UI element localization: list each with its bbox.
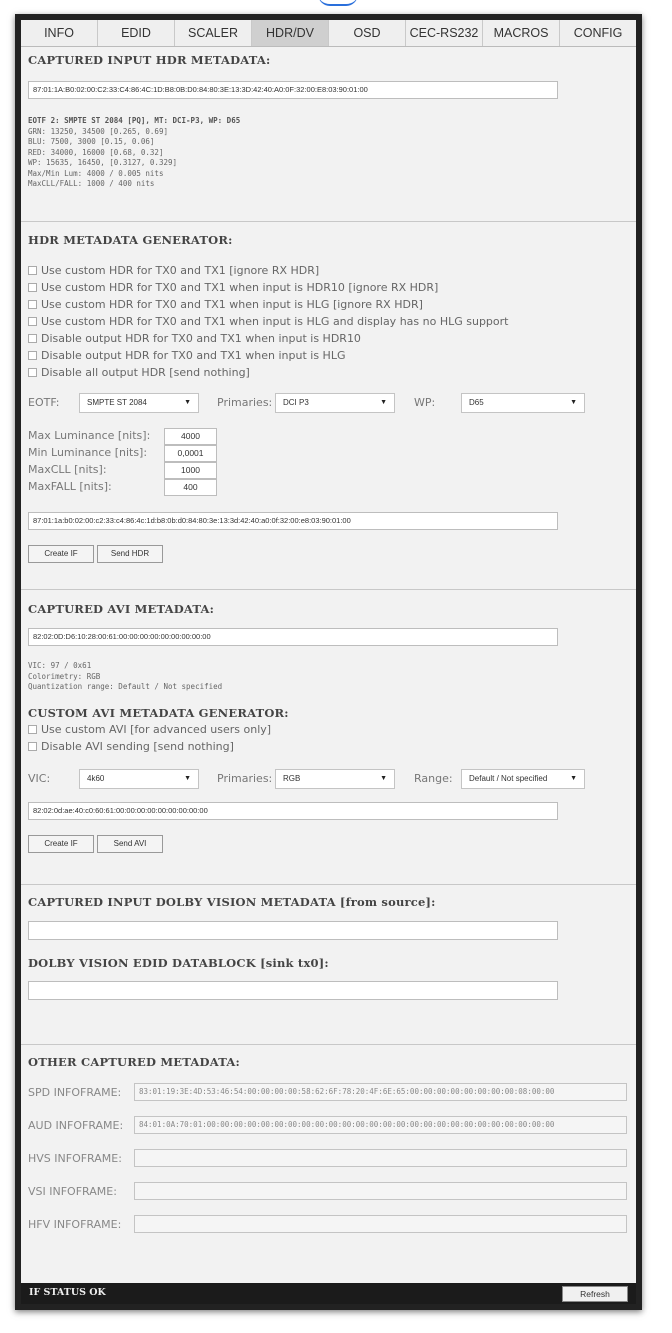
checkbox[interactable] (28, 283, 37, 292)
avi-generated-hex[interactable]: 82:02:0d:ae:40:c0:60:61:00:00:00:00:00:00:00:00:00 (28, 802, 558, 820)
captured-hdr-line: BLU: 7500, 3000 [0.15, 0.06] (28, 137, 155, 146)
avi-primaries-label: Primaries: (217, 772, 273, 785)
dolby-captured-heading: CAPTURED INPUT DOLBY VISION METADATA [from source]: (28, 895, 436, 909)
min-luminance-input[interactable]: 0,0001 (164, 445, 217, 462)
aud-field[interactable]: 84:01:0A:70:01:00:00:00:00:00:00:00:00:00:00:00:00:00:00:00:00:00:00:00:00:00:00:00:00:00:00 (134, 1116, 627, 1134)
captured-avi-line: Quantization range: Default / Not specified (28, 682, 223, 691)
range-select[interactable]: Default / Not specified ▼ (461, 769, 585, 789)
top-strip (0, 0, 672, 14)
spd-label: SPD INFOFRAME: (28, 1086, 122, 1099)
checkbox[interactable] (28, 742, 37, 751)
tab-config[interactable]: CONFIG (560, 20, 636, 46)
captured-avi-line: Colorimetry: RGB (28, 671, 101, 681)
captured-hdr-line: Max/Min Lum: 4000 / 0.005 nits (28, 168, 164, 178)
captured-avi-hex[interactable]: 82:02:0D:D6:10:28:00:61:00:00:00:00:00:00:00:00:00 (28, 628, 558, 646)
tab-cec-rs232[interactable]: CEC-RS232 (406, 20, 483, 46)
wp-label: WP: (414, 396, 436, 409)
chevron-down-icon: ▼ (570, 399, 577, 406)
eotf-label: EOTF: (28, 396, 60, 409)
window-frame (15, 14, 642, 1310)
dolby-edid-heading: DOLBY VISION EDID DATABLOCK [sink tx0]: (28, 956, 329, 970)
maxfall-input[interactable]: 400 (164, 479, 217, 496)
avi-generator-heading: CUSTOM AVI METADATA GENERATOR: (28, 706, 289, 720)
captured-hdr-line: RED: 34000, 16000 [0.68, 0.32] (28, 147, 164, 157)
primaries-label: Primaries: (217, 396, 273, 409)
captured-hdr-details (28, 116, 240, 190)
checkbox[interactable] (28, 351, 37, 360)
hfv-label: HFV INFOFRAME: (28, 1218, 122, 1231)
chevron-down-icon: ▼ (570, 775, 577, 782)
refresh-button[interactable]: Refresh (562, 1286, 628, 1302)
tab-macros[interactable]: MACROS (483, 20, 560, 46)
divider (21, 221, 636, 222)
vic-label: VIC: (28, 772, 51, 785)
hvs-field[interactable] (134, 1149, 627, 1167)
dolby-captured-field[interactable] (28, 921, 558, 940)
min-luminance-label: Min Luminance [nits]: (28, 446, 148, 459)
captured-hdr-hex[interactable]: 87:01:1A:B0:02:00:C2:33:C4:86:4C:1D:B8:0B:D0:84:80:3E:13:3D:42:40:A0:0F:32:00:E8:03:90:01:00 (28, 81, 558, 99)
hdr-option-1[interactable]: Use custom HDR for TX0 and TX1 [ignore RX HDR] (28, 264, 319, 277)
checkbox[interactable] (28, 266, 37, 275)
chevron-down-icon: ▼ (184, 399, 191, 406)
spd-field[interactable]: 83:01:19:3E:4D:53:46:54:00:00:00:00:58:62:6F:78:20:4F:6E:65:00:00:00:00:00:00:00:00:08:00:00 (134, 1083, 627, 1101)
tab-info[interactable]: INFO (21, 20, 98, 46)
hdr-generator-heading: HDR METADATA GENERATOR: (28, 233, 233, 247)
aud-label: AUD INFOFRAME: (28, 1119, 124, 1132)
divider (21, 589, 636, 590)
vsi-label: VSI INFOFRAME: (28, 1185, 117, 1198)
maxcll-input[interactable]: 1000 (164, 462, 217, 479)
main-panel (21, 20, 636, 1304)
max-luminance-input[interactable]: 4000 (164, 428, 217, 445)
top-accent (318, 0, 358, 6)
captured-avi-details (28, 661, 222, 693)
hdr-option-2[interactable]: Use custom HDR for TX0 and TX1 when input is HDR10 [ignore RX HDR] (28, 281, 438, 294)
send-avi-button[interactable]: Send AVI (97, 835, 163, 853)
hfv-field[interactable] (134, 1215, 627, 1233)
range-label: Range: (414, 772, 453, 785)
captured-hdr-line: WP: 15635, 16450, [0.3127, 0.329] (28, 158, 178, 167)
hdr-option-3[interactable]: Use custom HDR for TX0 and TX1 when input is HLG [ignore RX HDR] (28, 298, 423, 311)
chevron-down-icon: ▼ (184, 775, 191, 782)
hvs-label: HVS INFOFRAME: (28, 1152, 122, 1165)
status-bar (21, 1283, 636, 1304)
maxcll-label: MaxCLL [nits]: (28, 463, 107, 476)
status-text: IF STATUS OK (29, 1287, 106, 1298)
maxfall-label: MaxFALL [nits]: (28, 480, 112, 493)
avi-option-1[interactable]: Use custom AVI [for advanced users only] (28, 723, 271, 736)
vsi-field[interactable] (134, 1182, 627, 1200)
checkbox[interactable] (28, 725, 37, 734)
primaries-select[interactable]: DCI P3 ▼ (275, 393, 395, 413)
other-metadata-heading: OTHER CAPTURED METADATA: (28, 1055, 240, 1069)
captured-avi-line: VIC: 97 / 0x61 (28, 661, 92, 670)
checkbox[interactable] (28, 334, 37, 343)
checkbox[interactable] (28, 317, 37, 326)
dolby-edid-field[interactable] (28, 981, 558, 1000)
tab-scaler[interactable]: SCALER (175, 20, 252, 46)
create-avi-if-button[interactable]: Create IF (28, 835, 94, 853)
checkbox[interactable] (28, 300, 37, 309)
send-hdr-button[interactable]: Send HDR (97, 545, 163, 563)
avi-primaries-select[interactable]: RGB ▼ (275, 769, 395, 789)
checkbox[interactable] (28, 368, 37, 377)
hdr-option-4[interactable]: Use custom HDR for TX0 and TX1 when input is HLG and display has no HLG support (28, 315, 508, 328)
hdr-option-6[interactable]: Disable output HDR for TX0 and TX1 when input is HLG (28, 349, 345, 362)
hdr-option-7[interactable]: Disable all output HDR [send nothing] (28, 366, 250, 379)
avi-option-2[interactable]: Disable AVI sending [send nothing] (28, 740, 234, 753)
divider (21, 1044, 636, 1045)
captured-hdr-summary: EOTF 2: SMPTE ST 2084 [PQ], MT: DCI-P3, WP: D65 (28, 116, 241, 125)
divider (21, 884, 636, 885)
chevron-down-icon: ▼ (380, 775, 387, 782)
captured-hdr-heading: CAPTURED INPUT HDR METADATA: (28, 53, 271, 67)
captured-hdr-line: MaxCLL/FALL: 1000 / 400 nits (28, 179, 155, 188)
captured-hdr-line: GRN: 13250, 34500 [0.265, 0.69] (28, 126, 168, 136)
chevron-down-icon: ▼ (380, 399, 387, 406)
hdr-option-5[interactable]: Disable output HDR for TX0 and TX1 when input is HDR10 (28, 332, 361, 345)
eotf-select[interactable]: SMPTE ST 2084 ▼ (79, 393, 199, 413)
tab-osd[interactable]: OSD (329, 20, 406, 46)
vic-select[interactable]: 4k60 ▼ (79, 769, 199, 789)
create-if-button[interactable]: Create IF (28, 545, 94, 563)
tab-hdr-dv[interactable]: HDR/DV (252, 20, 329, 46)
hdr-generated-hex[interactable]: 87:01:1a:b0:02:00:c2:33:c4:86:4c:1d:b8:0b:d0:84:80:3e:13:3d:42:40:a0:0f:32:00:e8:03:90:01:00 (28, 512, 558, 530)
tab-bar (21, 20, 636, 47)
tab-edid[interactable]: EDID (98, 20, 175, 46)
max-luminance-label: Max Luminance [nits]: (28, 429, 151, 442)
captured-avi-heading: CAPTURED AVI METADATA: (28, 602, 215, 616)
wp-select[interactable]: D65 ▼ (461, 393, 585, 413)
